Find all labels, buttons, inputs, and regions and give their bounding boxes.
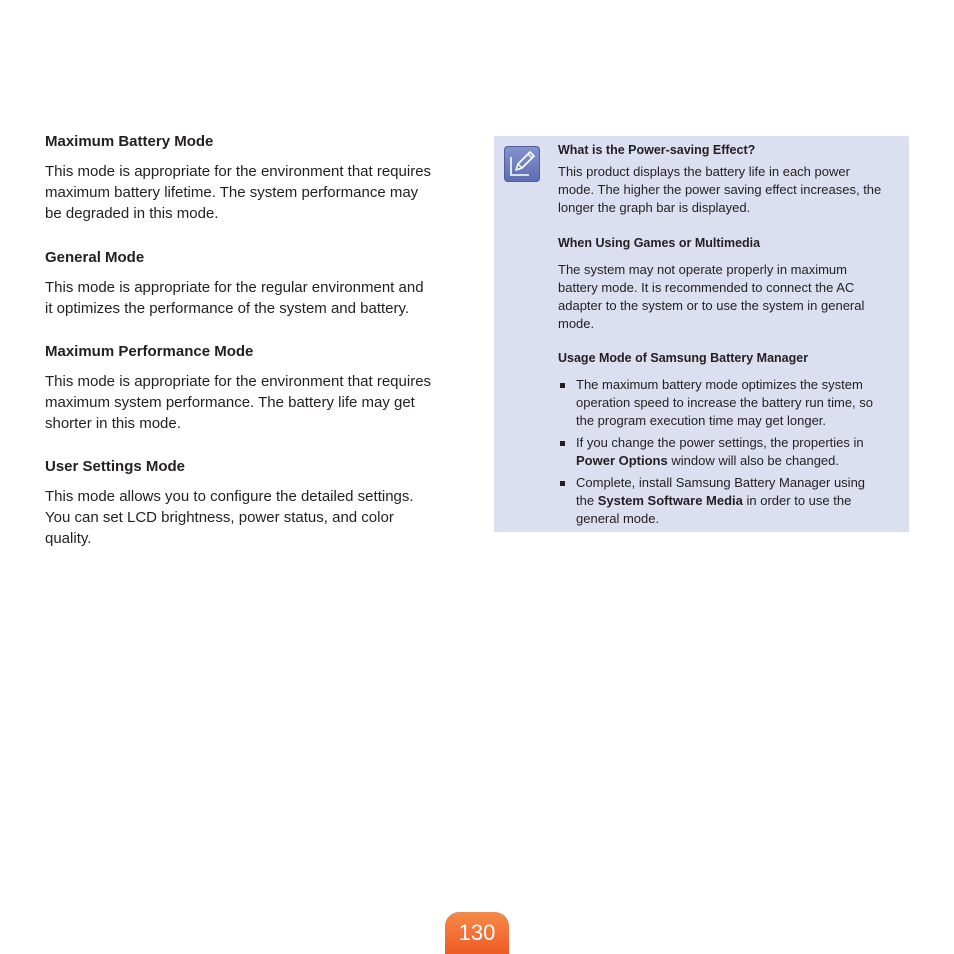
note-paragraph-games-multimedia: The system may not operate properly in maximum battery mode. It is recommended to connect the AC adapter to the system or to use the system in general mode. [558,262,865,331]
note-bullet-item: If you change the power settings, the properties in Power Options window will also be changed. [558,434,903,470]
bullet-square-icon [560,441,565,446]
paragraph-general-mode: This mode is appropriate for the regular environment and it optimizes the performance of the system and battery. [45,279,424,317]
paragraph-maximum-battery-mode: This mode is appropriate for the environment that requires maximum battery lifetime. The system performance may be degraded in this mode. [45,163,432,222]
heading-maximum-battery-mode: Maximum Battery Mode [45,133,214,150]
paragraph-user-settings-mode: This mode allows you to configure the detailed settings. You can set LCD brightness, power status, and color quality. [45,488,414,547]
note-heading-usage-mode: Usage Mode of Samsung Battery Manager [558,351,809,365]
note-paragraph-power-saving: This product displays the battery life in each power mode. The higher the power saving effect increases, the longer the graph bar is displayed. [558,164,882,215]
page-number: 130 [458,920,496,945]
page-number-badge [445,912,509,954]
pencil-note-icon [504,146,540,182]
bullet-square-icon [560,481,565,486]
note-heading-power-saving: What is the Power-saving Effect? [558,143,756,157]
note-bullet-item: The maximum battery mode optimizes the system operation speed to increase the battery run time, so the program execution time may get longer. [558,376,903,430]
bullet-square-icon [560,383,565,388]
note-box [494,136,909,532]
paragraph-maximum-performance-mode: This mode is appropriate for the environment that requires maximum system performance. The battery life may get shorter in this mode. [45,373,432,432]
note-heading-games-multimedia: When Using Games or Multimedia [558,236,761,250]
heading-general-mode: General Mode [45,249,145,266]
note-bullet-item: Complete, install Samsung Battery Manager using the System Software Media in order to use the general mode. [558,474,903,528]
heading-maximum-performance-mode: Maximum Performance Mode [45,343,254,360]
heading-user-settings-mode: User Settings Mode [45,458,186,475]
